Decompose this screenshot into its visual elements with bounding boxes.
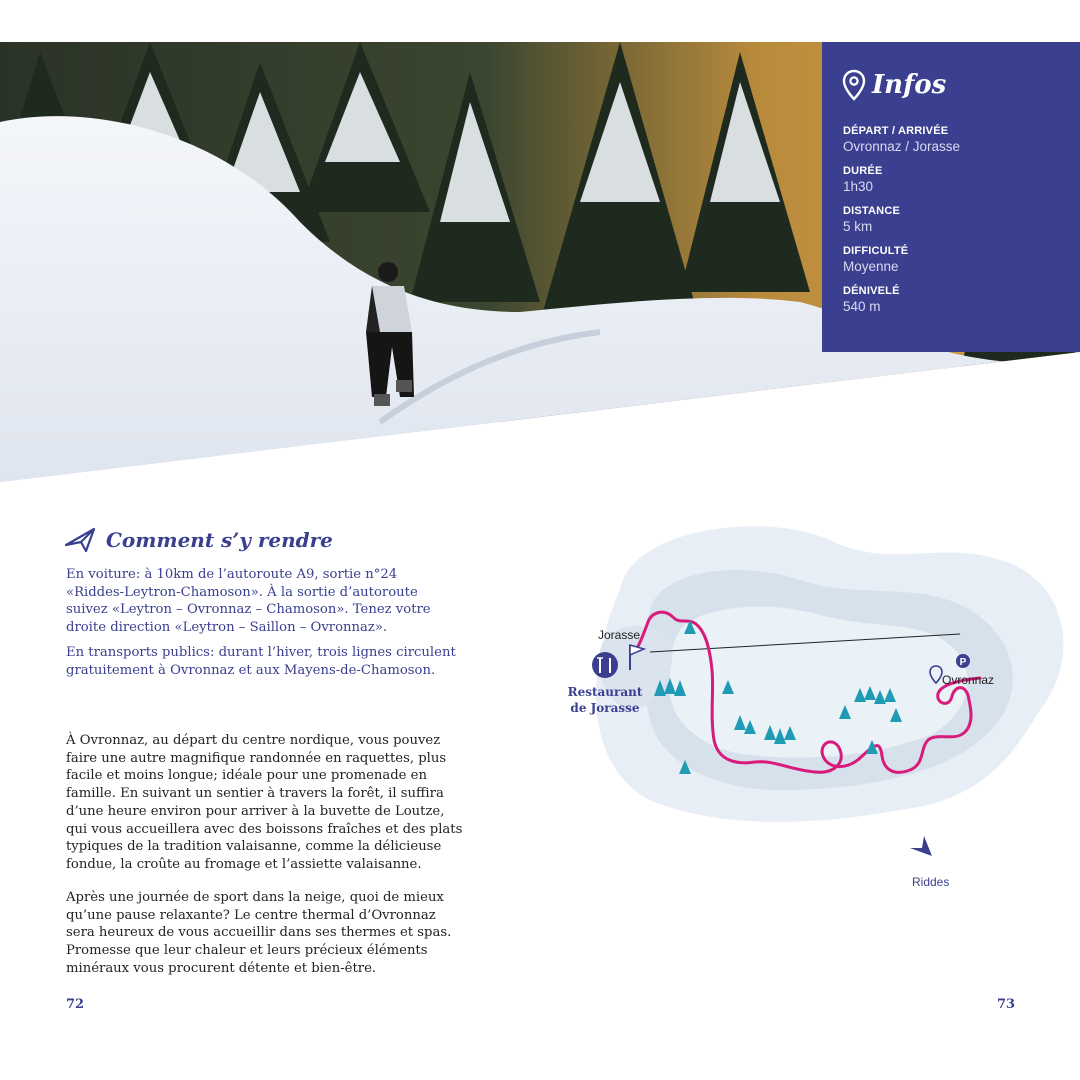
info-value-duree: 1h30 [843, 179, 874, 194]
map-label-restaurant-line2: de Jorasse [570, 701, 640, 715]
body-paragraph-1: À Ovronnaz, au départ du centre nordique, vous pouvez faire une autre magnifique randonnée en raquettes, plus facile et moins longue; idéale pour une promenade en famille. En suivant un sentier à travers la forêt, il suffira d’une heure environ pour arriver à la buvette de Loutze, qui vous accueillera avec des boissons fraîches et des plats typiques de la tradition valaisanne, comme la délicieuse fondue, la croûte au fromage et l’assiette valaisanne. [66, 733, 463, 872]
info-label-duree: DURÉE [843, 165, 883, 177]
parking-icon [956, 654, 970, 668]
parking-label: P [959, 657, 967, 668]
info-list [843, 124, 1068, 324]
direction-arrow-icon [910, 836, 932, 856]
map-label-riddes: Riddes [912, 875, 950, 889]
info-label-denivele: DÉNIVELÉ [843, 285, 900, 297]
route-map [560, 500, 1080, 900]
access-car-paragraph: En voiture: à 10km de l’autoroute A9, sortie n°24 «Riddes-Leytron-Chamoson». À la sortie d’autoroute suivez «Leytron – Ovronnaz – Chamoson». Tenez votre droite direction «Leytron – Saillon – Ovronnaz». [66, 567, 431, 635]
page-number-left: 72 [66, 997, 85, 1012]
map-label-restaurant-line1: Restaurant [567, 685, 643, 699]
page-number-right: 73 [997, 997, 1016, 1012]
info-label-distance: DISTANCE [843, 205, 901, 217]
info-header [842, 68, 946, 102]
info-label-difficulte: DIFFICULTÉ [843, 245, 909, 257]
info-title: Infos [872, 70, 947, 100]
access-header [64, 520, 333, 560]
paper-plane-icon [64, 527, 98, 553]
map-pin-icon [842, 69, 866, 101]
info-value-difficulte: Moyenne [843, 259, 899, 274]
info-value-distance: 5 km [843, 219, 873, 234]
info-value-denivele: 540 m [843, 299, 881, 314]
info-label-depart: DÉPART / ARRIVÉE [843, 125, 949, 137]
info-value-depart: Ovronnaz / Jorasse [843, 139, 961, 154]
map-label-ovronnaz: Ovronnaz [942, 673, 995, 687]
access-title: Comment s’y rendre [106, 528, 333, 552]
body-paragraph-2: Après une journée de sport dans la neige, quoi de mieux qu’une pause relaxante? Le centre thermal d’Ovronnaz sera heureux de vous accueillir dans ses thermes et spas. Promesse que leur chaleur et leurs précieux éléments minéraux vous procurent détente et bien-être. [66, 890, 452, 976]
access-transport-paragraph: En transports publics: durant l’hiver, trois lignes circulent gratuitement à Ovronnaz et aux Mayens-de-Chamoson. [66, 645, 456, 678]
info-panel [822, 42, 1080, 352]
cutlery-icon [592, 652, 618, 678]
map-label-jorasse: Jorasse [598, 628, 641, 642]
